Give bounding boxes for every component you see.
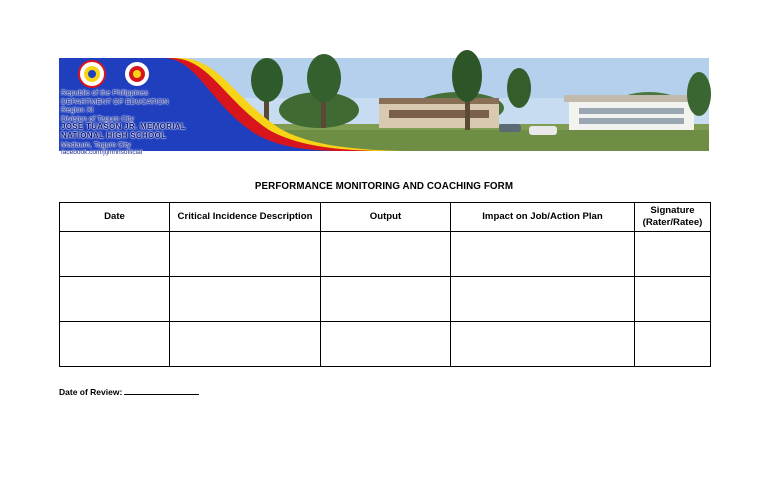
column-header-output: Output xyxy=(321,203,451,232)
banner-line-division: Division of Tagum City xyxy=(61,113,134,123)
table-cell-impact[interactable] xyxy=(451,322,635,367)
table-row xyxy=(60,232,711,277)
signature-header-line-2: (Rater/Ratee) xyxy=(642,217,703,228)
banner-line-republic: Republic of the Philippines xyxy=(61,88,149,97)
date-of-review xyxy=(59,387,199,397)
table-cell-critical-incidence[interactable] xyxy=(170,277,321,322)
table-row xyxy=(60,277,711,322)
table-cell-critical-incidence[interactable] xyxy=(170,322,321,367)
date-of-review-blank[interactable] xyxy=(124,387,199,395)
table-cell-date[interactable] xyxy=(60,232,170,277)
table-cell-output[interactable] xyxy=(321,232,451,277)
table-cell-impact[interactable] xyxy=(451,277,635,322)
school-address: Madaum, Tagum City xyxy=(61,139,131,149)
table-cell-critical-incidence[interactable] xyxy=(170,232,321,277)
header-banner xyxy=(59,58,709,157)
table-header-row xyxy=(60,203,711,232)
column-header-signature xyxy=(635,203,711,232)
table-row xyxy=(60,322,711,367)
date-of-review-label: Date of Review: xyxy=(59,387,123,397)
banner-text xyxy=(61,89,231,158)
column-header-critical-incidence: Critical Incidence Description xyxy=(170,203,321,232)
table-cell-date[interactable] xyxy=(60,322,170,367)
table-cell-signature[interactable] xyxy=(635,277,711,322)
table-cell-signature[interactable] xyxy=(635,322,711,367)
school-seal-icon xyxy=(79,61,105,87)
column-header-date: Date xyxy=(60,203,170,232)
banner-line-deped: DEPARTMENT OF EDUCATION xyxy=(61,96,169,106)
table-cell-output[interactable] xyxy=(321,322,451,367)
form-title: PERFORMANCE MONITORING AND COACHING FORM xyxy=(254,181,514,192)
deped-seal-icon xyxy=(124,61,150,87)
school-website: facebook.com/jtjmnhsofficial xyxy=(61,149,143,157)
school-name-line-1: JOSE TUASON JR. MEMORIAL xyxy=(61,122,186,132)
signature-header-line-1: Signature xyxy=(650,205,695,216)
table-cell-date[interactable] xyxy=(60,277,170,322)
table-cell-output[interactable] xyxy=(321,277,451,322)
table-cell-impact[interactable] xyxy=(451,232,635,277)
banner-line-region: Region XI xyxy=(61,105,94,115)
table-cell-signature[interactable] xyxy=(635,232,711,277)
column-header-impact: Impact on Job/Action Plan xyxy=(451,203,635,232)
coaching-table xyxy=(59,202,711,367)
school-name-line-2: NATIONAL HIGH SCHOOL xyxy=(61,130,167,140)
